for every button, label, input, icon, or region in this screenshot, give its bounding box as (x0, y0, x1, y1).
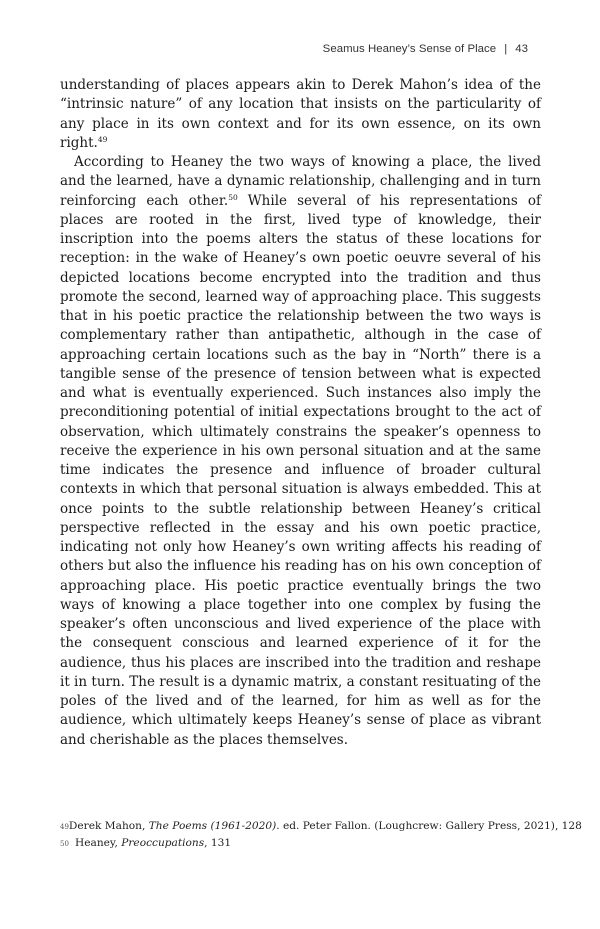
footnote-author: Heaney, (75, 837, 122, 849)
paragraph-main (60, 153, 541, 750)
paragraph-2-text-b: While several of his representations of places are rooted in the first, lived type of knowledge, their inscription into the poems alters the status of these locations for reception: in the wake of Heaney’s own poetic oeuvre several of his depicted locations become encrypted into the tradition and thus promote the second, learned way of approaching place. This suggests that in his poetic practice the relationship between the two ways is complementary rather than antipathetic, although in the case of approaching certain locations such as the bay in “North” there is a tangible sense of the presence of tension between what is expected and what is eventually experienced. Such instances also imply the preconditioning potential of initial expectations brought to the act of observation, which ultimately constrains the speaker’s openness to receive the experience in his own personal situation and at the same time indicates the presence and influence of broader cultural contexts in which that personal situation is always embedded. This at once points to the subtle relationship between Heaney’s critical perspective reflected in the essay and his own poetic practice, indicating not only how Heaney’s own writing affects his reading of others but also the influence his reading has on his own conception of approaching place. His poetic practice eventually brings the two ways of knowing a place together into one complex by fusing the speaker’s often unconscious and lived experience of the place with the consequent conscious and learned experience of it for the audience, thus his places are inscribed into the tradition and reshape it in turn. The result is a dynamic matrix, a constant resituating of the poles of the lived and of the learned, for him as well as for the audience, which ultimately keeps Heaney’s sense of place as vibrant and cherishable as the places themselves. (60, 192, 541, 748)
header-separator: | (504, 43, 508, 55)
footnote-number: 49 (60, 823, 69, 831)
paragraph-continuation (60, 76, 541, 153)
paragraph-1-text: understanding of places appears akin to Derek Mahon’s idea of the “intrinsic nature” of any location that insists on the particularity of any place in its own context and for its own essence, on its own right. (60, 77, 541, 151)
footnotes (60, 818, 582, 852)
footnote-text (75, 835, 231, 852)
footnote-50 (60, 835, 541, 852)
footnote-title: Preoccupations (121, 837, 205, 849)
footnote-author: Derek Mahon, (68, 820, 149, 832)
footnote-details: , 131 (204, 837, 232, 849)
running-header (323, 43, 528, 55)
running-title: Seamus Heaney’s Sense of Place (322, 43, 497, 55)
footnote-details: . ed. Peter Fallon. (Loughcrew: Gallery Press, 2021), 128 (276, 820, 582, 832)
footnote-number: 50 (60, 840, 69, 848)
footnote-title: The Poems (1961-2020) (148, 820, 277, 832)
paragraph-2-text-a: According to Heaney the two ways of knowing a place, the lived and the learned, have a dynamic relationship, challenging and in turn reinforcing each other. (60, 154, 541, 209)
body-text (60, 76, 541, 750)
footnote-49 (60, 818, 582, 835)
footnote-ref-49[interactable]: 49 (97, 134, 108, 144)
footnote-text (69, 818, 582, 835)
footnote-ref-50[interactable]: 50 (228, 192, 238, 202)
page-number: 43 (515, 43, 528, 55)
